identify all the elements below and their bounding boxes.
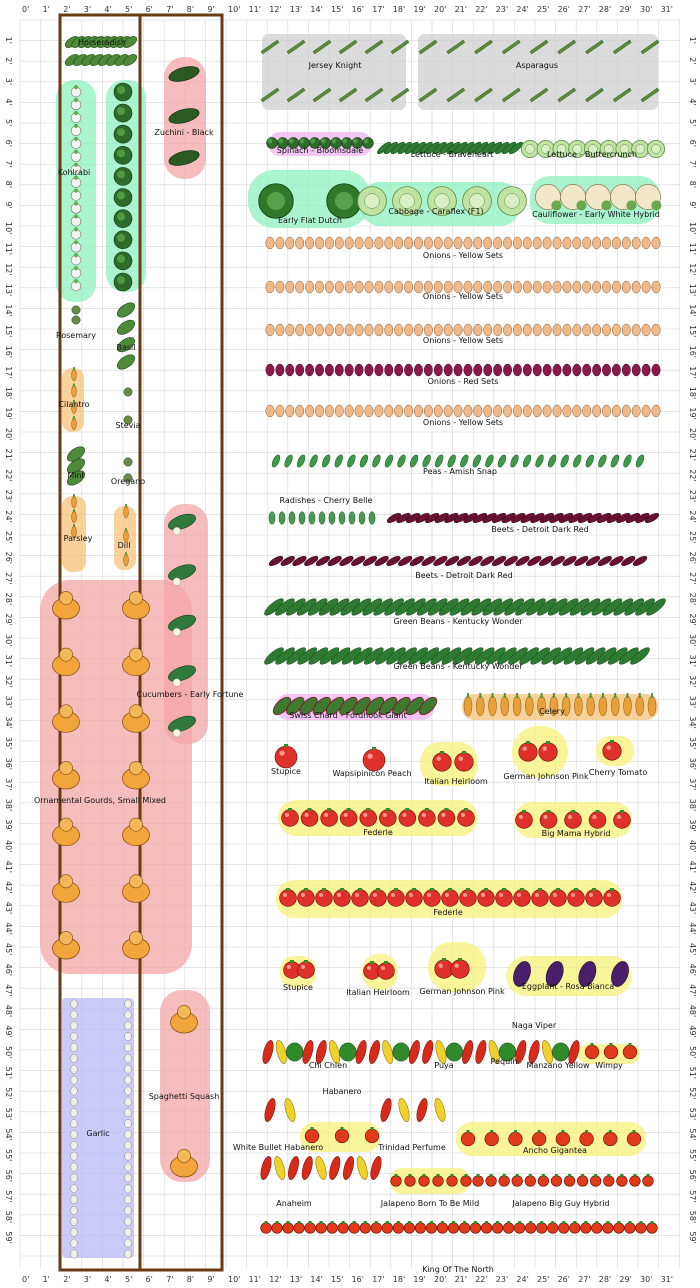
plant-label-beets-2[interactable]: Beets - Detroit Dark Red xyxy=(415,571,513,580)
ruler-bottom-label: 19' xyxy=(413,1275,426,1284)
plant-label-eggplant[interactable]: Eggplant - Rosa Bianca xyxy=(521,982,615,991)
plant-label-stupice-2[interactable]: Stupice xyxy=(283,983,313,992)
ruler-bottom-label: 29' xyxy=(619,1275,632,1284)
plant-label-swiss-chard[interactable]: Swiss Chard - Fordhook Giant xyxy=(289,711,407,720)
ruler-top-label: 21' xyxy=(454,5,467,14)
rosemary-plants xyxy=(72,306,80,324)
ruler-bottom-label: 13' xyxy=(289,1275,303,1284)
ruler-left-label: 35' xyxy=(4,737,13,750)
ruler-left-label: 55' xyxy=(4,1149,13,1162)
ruler-right-label: 17' xyxy=(688,366,697,379)
ruler-top-label: 14' xyxy=(310,5,323,14)
ruler-bottom-label: 27' xyxy=(578,1275,591,1284)
plant-label-oregano[interactable]: Oregano xyxy=(110,477,146,486)
ruler-right-label: 8' xyxy=(688,180,697,189)
ruler-right-label: 25' xyxy=(688,531,697,544)
ruler-left-label: 4' xyxy=(4,98,13,106)
ruler-bottom-label: 25' xyxy=(537,1275,550,1284)
ruler-bottom-label: 30' xyxy=(640,1275,653,1284)
plant-label-ancho[interactable]: Ancho Gigantea xyxy=(523,1146,587,1155)
plant-label-cabbage-caraflex[interactable]: Cabbage - Caraflex (F1) xyxy=(388,207,484,216)
plant-label-jersey-knight[interactable]: Jersey Knight xyxy=(308,61,362,70)
plant-label-wimpy[interactable]: Wimpy xyxy=(595,1061,623,1070)
ruler-left-label: 24' xyxy=(4,510,13,523)
ruler-left-label: 31' xyxy=(4,654,13,667)
plant-label-beets-1[interactable]: Beets - Detroit Dark Red xyxy=(491,525,589,534)
ruler-left-label: 29' xyxy=(4,613,13,626)
ruler-bottom-label: 5' xyxy=(125,1275,133,1284)
ruler-left-label: 44' xyxy=(4,922,13,935)
ruler-right-label: 52' xyxy=(688,1087,697,1100)
plant-label-german-johnson-1[interactable]: German Johnson Pink xyxy=(503,772,589,781)
ruler-left-label: 26' xyxy=(4,551,13,564)
ruler-right-label: 11' xyxy=(688,242,697,255)
radishes-plants xyxy=(269,512,375,525)
plant-label-cherry-tomato[interactable]: Cherry Tomato xyxy=(588,768,648,777)
plant-label-stevia[interactable]: Stevia xyxy=(115,421,141,430)
ruler-left-label: 22' xyxy=(4,469,13,482)
wimpy-plants xyxy=(585,1043,637,1059)
plant-label-green-beans-1[interactable]: Green Beans - Kentucky Wonder xyxy=(393,617,523,626)
ruler-left-label: 16' xyxy=(4,345,13,358)
ruler-right-label: 18' xyxy=(688,386,697,400)
plant-label-cucumbers[interactable]: Cucumbers - Early Fortune xyxy=(136,690,244,699)
onions-yellow-plants xyxy=(266,324,660,336)
plant-label-onions-red[interactable]: Onions - Red Sets xyxy=(427,377,499,386)
plant-label-puya[interactable]: Puya xyxy=(434,1061,454,1070)
ruler-top-label: 8' xyxy=(186,5,195,14)
spacing-area xyxy=(262,34,406,110)
ruler-right-label: 31' xyxy=(688,654,697,667)
plant-label-onions-yellow-3[interactable]: Onions - Yellow Sets xyxy=(422,336,504,345)
plant-label-green-beans-2[interactable]: Green Beans - Kentucky Wonder xyxy=(393,662,523,671)
parsley-plants xyxy=(72,494,77,538)
ruler-left-label: 49' xyxy=(4,1025,13,1038)
ruler-right-label: 42' xyxy=(688,881,697,894)
ruler-right-label: 55' xyxy=(688,1149,697,1162)
ruler-left-label: 45' xyxy=(4,943,13,956)
ruler-bottom-label: 16' xyxy=(351,1275,364,1284)
ruler-left-label: 40' xyxy=(4,840,13,853)
ruler-left-label: 10' xyxy=(4,222,13,235)
stupice-plants xyxy=(275,744,297,768)
plant-label-king-of-the-north[interactable]: King Of The North xyxy=(422,1265,494,1274)
ruler-bottom-label: 14' xyxy=(310,1275,323,1284)
ruler-left-label: 37' xyxy=(4,778,13,791)
ruler-bottom-label: 17' xyxy=(372,1275,385,1284)
ruler-left-label: 27' xyxy=(4,572,13,585)
ruler-top-label: 24' xyxy=(516,5,529,14)
ruler-top-label: 23' xyxy=(495,5,509,14)
ruler-left-label: 9' xyxy=(4,201,13,209)
ruler-right-label: 24' xyxy=(688,510,697,523)
ruler-right-label: 49' xyxy=(688,1025,697,1038)
ruler-left-label: 48' xyxy=(4,1004,13,1018)
plant-label-manzano[interactable]: Manzano Yellow xyxy=(526,1061,590,1070)
plant-label-radishes[interactable]: Radishes - Cherry Belle xyxy=(279,496,373,505)
ruler-top-label: 17' xyxy=(372,5,385,14)
ruler-right-label: 20' xyxy=(688,428,697,441)
beets-plants xyxy=(268,554,648,567)
plant-label-parsley[interactable]: Parsley xyxy=(63,534,93,543)
ruler-left-label: 33' xyxy=(4,695,13,709)
plant-label-habanero[interactable]: Habanero xyxy=(322,1087,362,1096)
ruler-right-label: 26' xyxy=(688,551,697,564)
ruler-left-label: 17' xyxy=(4,366,13,379)
ruler-right-label: 51' xyxy=(688,1066,697,1079)
ruler-left-label: 12' xyxy=(4,263,13,276)
ruler-right-label: 32' xyxy=(688,675,697,688)
ruler-top-label: 28' xyxy=(598,5,612,14)
ruler-top-label: 9' xyxy=(207,5,215,14)
horseradish-plants xyxy=(63,52,138,68)
spacing-area xyxy=(390,1168,470,1194)
ruler-top-label: 19' xyxy=(413,5,426,14)
ruler-bottom-label: 2' xyxy=(63,1275,71,1284)
ruler-right-label: 22' xyxy=(688,469,697,482)
plant-label-asparagus[interactable]: Asparagus xyxy=(515,61,559,70)
ruler-left-label: 34' xyxy=(4,716,13,729)
ruler-right-label: 21' xyxy=(688,448,697,461)
onions-yellow-plants xyxy=(266,237,660,249)
plant-label-chi-chien[interactable]: Chi Chien xyxy=(308,1061,348,1070)
plant-label-jalapeno-big-guy[interactable]: Jalapeno Big Guy Hybrid xyxy=(512,1199,610,1208)
ruler-top-label: 18' xyxy=(392,5,406,14)
ruler-left-label: 50' xyxy=(4,1046,13,1059)
plant-label-early-flat-dutch[interactable]: Early Flat Dutch xyxy=(278,216,342,225)
stevia-plants xyxy=(124,388,132,424)
ruler-top-label: 15' xyxy=(331,5,344,14)
plant-label-rosemary[interactable]: Rosemary xyxy=(56,331,96,340)
ruler-left-label: 41' xyxy=(4,860,13,873)
ruler-left-label: 5' xyxy=(4,119,13,127)
plant-label-federle-1[interactable]: Federle xyxy=(363,828,393,837)
ruler-bottom-label: 10' xyxy=(228,1275,241,1284)
ruler-right-label: 34' xyxy=(688,716,697,729)
ruler-left-label: 32' xyxy=(4,675,13,688)
plant-label-horseradish[interactable]: Horseradish xyxy=(77,38,127,47)
ruler-top-label: 30' xyxy=(640,5,653,14)
ruler-left-label: 52' xyxy=(4,1087,13,1100)
ruler-right-label: 2' xyxy=(688,57,697,65)
ruler-left-label: 42' xyxy=(4,881,13,894)
ruler-right-label: 4' xyxy=(688,98,697,106)
ruler-top-label: 16' xyxy=(351,5,364,14)
ruler-left-label: 39' xyxy=(4,819,13,832)
jalapeno-big-guy-plants xyxy=(473,1174,654,1186)
plant-label-wapsipinicon[interactable]: Wapsipinicon Peach xyxy=(332,769,412,778)
plant-label-dill[interactable]: Dill xyxy=(117,541,131,550)
plant-label-italian-heirloom-1[interactable]: Italian Heirloom xyxy=(424,777,488,786)
plant-label-white-bullet[interactable]: White Bullet Habanero xyxy=(232,1143,324,1152)
ruler-right-label: 16' xyxy=(688,345,697,358)
ruler-right-label: 56' xyxy=(688,1169,697,1182)
ruler-right-label: 43' xyxy=(688,901,697,915)
ruler-bottom-label: 28' xyxy=(598,1275,612,1284)
ruler-right-label: 35' xyxy=(688,737,697,750)
ruler-left-label: 56' xyxy=(4,1169,13,1182)
ruler-left-label: 58' xyxy=(4,1210,13,1224)
white-bullet-plants xyxy=(263,1097,298,1122)
ruler-right-label: 47' xyxy=(688,984,697,997)
ruler-left-label: 47' xyxy=(4,984,13,997)
ruler-top-label: 12' xyxy=(269,5,282,14)
plant-label-lettuce-braveheart[interactable]: Lettuce - Braveheart xyxy=(410,150,494,159)
ruler-top-label: 0' xyxy=(22,5,30,14)
ruler-bottom-label: 26' xyxy=(557,1275,570,1284)
ruler-right-label: 6' xyxy=(688,139,697,147)
ruler-right-label: 28' xyxy=(688,592,697,606)
plant-label-naga-viper[interactable]: Naga Viper xyxy=(511,1021,557,1030)
plant-label-spaghetti-squash[interactable]: Spaghetti Squash xyxy=(148,1092,220,1101)
anaheim-plants xyxy=(259,1155,384,1180)
ruler-left-label: 51' xyxy=(4,1066,13,1079)
ruler-left-label: 38' xyxy=(4,798,13,812)
ruler-top-label: 20' xyxy=(434,5,447,14)
ruler-left-label: 28' xyxy=(4,592,13,606)
ruler-right-label: 30' xyxy=(688,634,697,647)
plant-label-gourds[interactable]: Ornamental Gourds, Small Mixed xyxy=(33,796,167,805)
ruler-top-label: 25' xyxy=(537,5,550,14)
plant-label-anaheim[interactable]: Anaheim xyxy=(276,1199,312,1208)
ruler-right-label: 41' xyxy=(688,860,697,873)
ruler-bottom-label: 9' xyxy=(207,1275,215,1284)
ruler-top-label: 26' xyxy=(557,5,570,14)
ruler-bottom-label: 11' xyxy=(248,1275,261,1284)
ruler-top-label: 27' xyxy=(578,5,591,14)
ruler-right-label: 46' xyxy=(688,963,697,976)
ruler-bottom-label: 22' xyxy=(475,1275,488,1284)
ruler-left-label: 15' xyxy=(4,325,13,338)
ruler-right-label: 59' xyxy=(688,1231,697,1244)
ruler-top-label: 13' xyxy=(289,5,303,14)
ruler-top-label: 10' xyxy=(228,5,241,14)
plant-label-celery[interactable]: Celery xyxy=(539,707,565,716)
ruler-left-label: 19' xyxy=(4,407,13,420)
ruler-top-label: 2' xyxy=(63,5,71,14)
ruler-top-label: 1' xyxy=(42,5,50,14)
plant-label-mint[interactable]: Mint xyxy=(67,471,85,480)
plant-label-onions-yellow-4[interactable]: Onions - Yellow Sets xyxy=(422,418,504,427)
ruler-bottom-label: 20' xyxy=(434,1275,447,1284)
ruler-top-label: 4' xyxy=(104,5,112,14)
trinidad-plants xyxy=(379,1097,448,1122)
ruler-left-label: 21' xyxy=(4,448,13,461)
ruler-left-label: 23' xyxy=(4,489,13,503)
ruler-bottom-label: 1' xyxy=(42,1275,50,1284)
plant-label-stupice-1[interactable]: Stupice xyxy=(271,767,301,776)
plant-label-peas[interactable]: Peas - Amish Snap xyxy=(423,467,497,476)
king-of-the-north-plants xyxy=(261,1221,658,1233)
ruler-right-label: 36' xyxy=(688,757,697,770)
plant-label-jalapeno-btbm[interactable]: Jalapeno Born To Be Mild xyxy=(380,1199,480,1208)
ruler-bottom-label: 0' xyxy=(22,1275,30,1284)
ruler-bottom-label: 18' xyxy=(392,1275,406,1284)
plant-label-cauliflower[interactable]: Cauliflower - Early White Hybrid xyxy=(532,210,660,219)
ruler-right-label: 7' xyxy=(688,160,697,168)
ruler-right-label: 57' xyxy=(688,1190,697,1203)
ruler-left-label: 59' xyxy=(4,1231,13,1244)
ruler-top-label: 3' xyxy=(83,5,92,14)
ruler-right-label: 53' xyxy=(688,1107,697,1121)
ruler-right-label: 27' xyxy=(688,572,697,585)
ruler-bottom-label: 8' xyxy=(186,1275,195,1284)
plant-label-federle-2[interactable]: Federle xyxy=(433,908,463,917)
ruler-right-label: 29' xyxy=(688,613,697,626)
ruler-right-label: 38' xyxy=(688,798,697,812)
plant-label-spinach[interactable]: Spinach - Bloomsdale xyxy=(276,146,364,155)
plant-label-onions-yellow-2[interactable]: Onions - Yellow Sets xyxy=(422,292,504,301)
ruler-right-label: 19' xyxy=(688,407,697,420)
ruler-bottom-label: 31' xyxy=(660,1275,673,1284)
ruler-top-label: 7' xyxy=(166,5,174,14)
ruler-bottom-label: 6' xyxy=(145,1275,153,1284)
ruler-left-label: 54' xyxy=(4,1128,13,1141)
basil-plants xyxy=(115,300,137,372)
cauliflower-plants xyxy=(535,184,661,210)
dill-plants xyxy=(124,504,129,566)
ruler-right-label: 5' xyxy=(688,119,697,127)
mint-plants xyxy=(65,444,87,488)
ruler-left-label: 2' xyxy=(4,57,13,65)
ruler-left-label: 36' xyxy=(4,757,13,770)
ruler-left-label: 14' xyxy=(4,304,13,317)
plant-label-cilantro[interactable]: Cilantro xyxy=(58,400,90,409)
plant-label-garlic[interactable]: Garlic xyxy=(86,1129,110,1138)
ruler-right-label: 15' xyxy=(688,325,697,338)
ruler-left-label: 11' xyxy=(4,242,13,255)
ruler-left-label: 6' xyxy=(4,139,13,147)
ruler-left-label: 20' xyxy=(4,428,13,441)
beets-plants xyxy=(386,511,660,524)
onions-yellow-plants xyxy=(266,405,660,417)
green-beans-plants xyxy=(262,596,668,618)
ruler-bottom-label: 15' xyxy=(331,1275,344,1284)
plant-label-lettuce-buttercrunch[interactable]: Lettuce - Buttercrunch xyxy=(546,150,638,159)
plant-label-german-johnson-2[interactable]: German Johnson Pink xyxy=(419,987,505,996)
ruler-bottom-label: 21' xyxy=(454,1275,467,1284)
ruler-right-label: 23' xyxy=(688,489,697,503)
ruler-bottom-label: 24' xyxy=(516,1275,529,1284)
ruler-right-label: 12' xyxy=(688,263,697,276)
ruler-left-label: 7' xyxy=(4,160,13,168)
ruler-left-label: 30' xyxy=(4,634,13,647)
ruler-right-label: 14' xyxy=(688,304,697,317)
ruler-left-label: 25' xyxy=(4,531,13,544)
ruler-bottom-label: 3' xyxy=(83,1275,92,1284)
ruler-left-label: 53' xyxy=(4,1107,13,1121)
ruler-right-label: 9' xyxy=(688,201,697,209)
ruler-top-label: 5' xyxy=(125,5,133,14)
ruler-bottom-label: 4' xyxy=(104,1275,112,1284)
ruler-left-label: 13' xyxy=(4,283,13,297)
ruler-left-label: 3' xyxy=(4,77,13,86)
plant-label-kohlrabi[interactable]: Kohlrabi xyxy=(57,168,91,177)
ruler-right-label: 54' xyxy=(688,1128,697,1141)
ruler-right-label: 37' xyxy=(688,778,697,791)
ruler-right-label: 13' xyxy=(688,283,697,297)
ruler-left-label: 1' xyxy=(4,36,13,44)
ruler-top-label: 31' xyxy=(660,5,673,14)
plant-label-onions-yellow-1[interactable]: Onions - Yellow Sets xyxy=(422,251,504,260)
plant-label-zucchini[interactable]: Zuchini - Black xyxy=(154,128,214,137)
ruler-left-label: 46' xyxy=(4,963,13,976)
plant-label-big-mama[interactable]: Big Mama Hybrid xyxy=(541,829,611,838)
ruler-right-label: 50' xyxy=(688,1046,697,1059)
ruler-top-label: 22' xyxy=(475,5,488,14)
ruler-right-label: 45' xyxy=(688,943,697,956)
ruler-right-label: 40' xyxy=(688,840,697,853)
ruler-right-label: 3' xyxy=(688,77,697,86)
ruler-top-label: 29' xyxy=(619,5,632,14)
ruler-right-label: 10' xyxy=(688,222,697,235)
ruler-left-label: 43' xyxy=(4,901,13,915)
ruler-right-label: 33' xyxy=(688,695,697,709)
plant-label-basil[interactable]: Basil xyxy=(116,343,136,352)
ruler-right-label: 48' xyxy=(688,1004,697,1018)
wapsipinicon-plants xyxy=(363,747,385,771)
ruler-left-label: 8' xyxy=(4,180,13,189)
ruler-bottom-label: 12' xyxy=(269,1275,282,1284)
ruler-right-label: 39' xyxy=(688,819,697,832)
ruler-left-label: 57' xyxy=(4,1190,13,1203)
ruler-left-label: 18' xyxy=(4,386,13,400)
ruler-top-label: 6' xyxy=(145,5,153,14)
ruler-top-label: 11' xyxy=(248,5,261,14)
ruler-right-label: 44' xyxy=(688,922,697,935)
ruler-right-label: 58' xyxy=(688,1210,697,1224)
plant-label-italian-heirloom-2[interactable]: Italian Heirloom xyxy=(346,988,410,997)
plant-label-pequin[interactable]: Pequin xyxy=(490,1057,518,1066)
ruler-bottom-label: 7' xyxy=(166,1275,174,1284)
ruler-right-label: 1' xyxy=(688,36,697,44)
plant-label-trinidad[interactable]: Trinidad Perfume xyxy=(378,1143,446,1152)
ruler-bottom-label: 23' xyxy=(495,1275,509,1284)
